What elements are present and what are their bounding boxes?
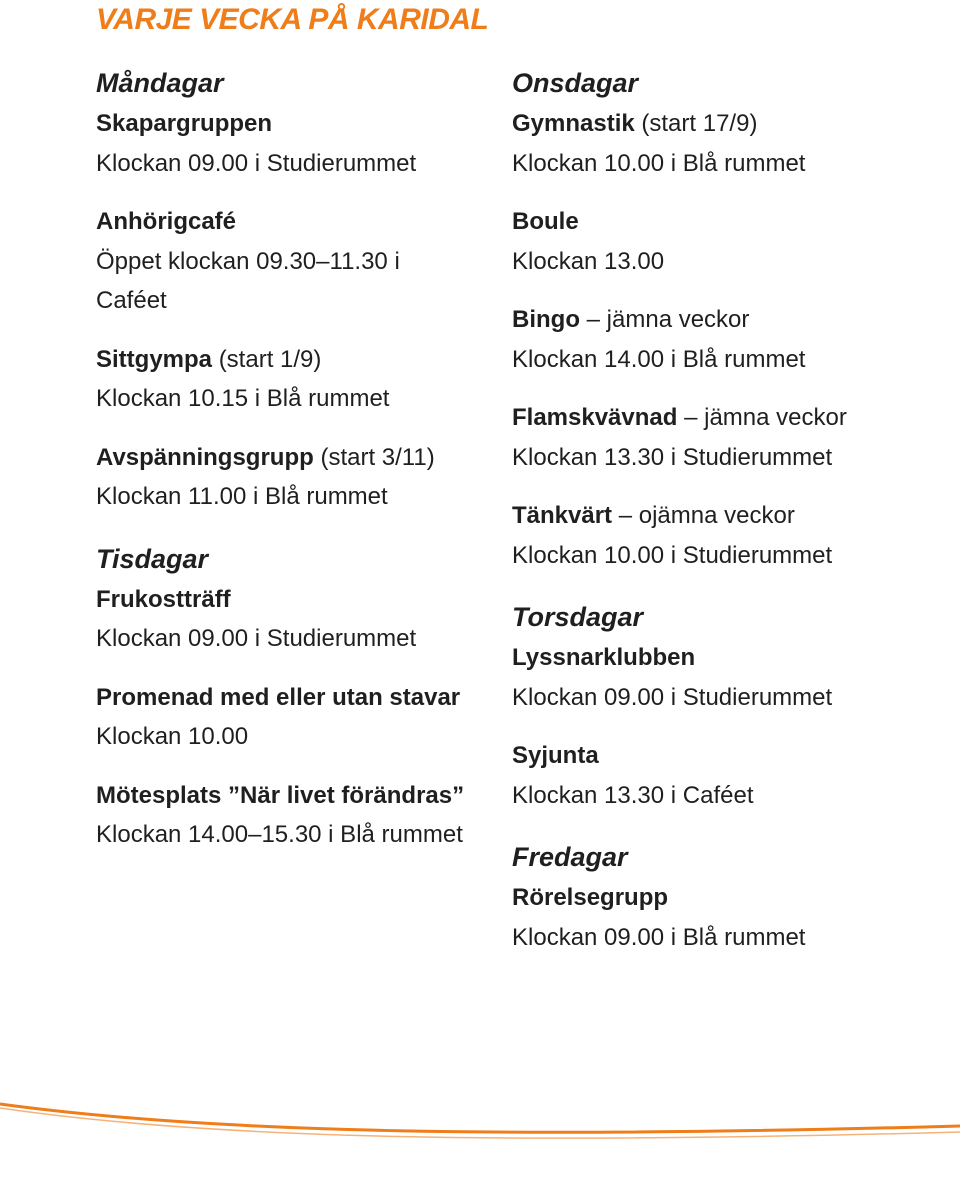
activity-time: Klockan 11.00 i Blå rummet — [96, 483, 388, 510]
day-heading-tuesday: Tisdagar — [96, 543, 209, 574]
activity-time: Klockan 10.00 — [96, 723, 249, 750]
activity-time: Klockan 10.15 i Blå rummet — [96, 385, 390, 412]
activity-skapargruppen — [96, 104, 496, 183]
activity-gymnastik — [512, 104, 952, 183]
activity-name: Bingo — [512, 306, 580, 333]
activity-motesplats — [96, 776, 496, 855]
activity-anhorigcafe — [96, 202, 496, 321]
activity-name: Gymnastik — [512, 110, 635, 137]
day-heading-wednesday: Onsdagar — [512, 68, 639, 98]
right-column — [512, 62, 952, 957]
decorative-swoosh — [0, 1080, 960, 1196]
activity-time: Klockan 14.00–15.30 i Blå rummet — [96, 821, 463, 848]
activity-name: Skapargruppen — [96, 110, 273, 137]
activity-name: Sittgympa — [96, 345, 213, 373]
activity-rorelsegrupp — [512, 878, 952, 957]
activity-name: Mötesplats ”När livet förändras” — [96, 781, 465, 809]
activity-name: Avspänningsgrupp — [96, 443, 314, 471]
activity-name: Syjunta — [512, 742, 599, 769]
activity-time: Klockan 09.00 i Studierummet — [96, 149, 417, 177]
activity-note: (start 17/9) — [641, 110, 758, 137]
activity-note: (start 3/11) — [320, 443, 435, 471]
activity-time-cont: Caféet — [96, 287, 167, 314]
activity-promenad — [96, 678, 496, 757]
activity-name: Lyssnarklubben — [512, 644, 696, 671]
activity-tankvart: Tänkvärt – ojämna veckor Klockan 10.00 i Studierummet — [512, 496, 952, 575]
activity-flamskvavnad: Flamskvävnad – jämna veckor Klockan 13.30 i Studierummet — [512, 398, 952, 477]
activity-time: Klockan 14.00 i Blå rummet — [512, 345, 806, 373]
activity-syjunta — [512, 736, 952, 815]
page-title: VARJE VECKA PÅ KARIDAL — [96, 3, 489, 36]
activity-time: Klockan 10.00 i Blå rummet — [512, 149, 806, 177]
day-heading-thursday: Torsdagar — [512, 602, 644, 632]
left-column — [96, 62, 496, 855]
activity-name: Boule — [512, 208, 579, 235]
activity-frukosttraff — [96, 580, 496, 659]
activity-time: Öppet klockan 09.30–11.30 i — [96, 247, 400, 275]
activity-lyssnarklubben — [512, 638, 952, 717]
activity-boule — [512, 202, 952, 281]
day-heading-friday: Fredagar — [512, 842, 628, 872]
activity-name: Tänkvärt — [512, 502, 613, 529]
activity-sittgympa — [96, 340, 496, 419]
activity-name: Anhörigcafé — [96, 208, 237, 235]
activity-name: Flamskvävnad — [512, 404, 678, 431]
activity-note: jämna veckor — [704, 404, 847, 431]
activity-time: Klockan 13.00 — [512, 247, 665, 275]
activity-time: Klockan 13.30 i Studierummet — [512, 443, 833, 471]
activity-note: (start 1/9) — [218, 345, 322, 373]
activity-name: Rörelsegrupp — [512, 884, 669, 911]
day-heading-monday: Måndagar — [96, 68, 224, 98]
activity-time: Klockan 10.00 i Studierummet — [512, 541, 833, 569]
activity-name: Frukostträff — [96, 585, 231, 613]
activity-bingo: Bingo – jämna veckor Klockan 14.00 i Blå rummet — [512, 300, 952, 379]
activity-note: ojämna veckor — [638, 502, 795, 529]
activity-time: Klockan 09.00 i Blå rummet — [512, 923, 806, 951]
activity-time: Klockan 09.00 i Studierummet — [512, 683, 833, 711]
activity-avspanningsgrupp — [96, 438, 496, 517]
activity-note: jämna veckor — [606, 306, 750, 333]
activity-name: Promenad med eller utan stavar — [96, 683, 461, 711]
activity-time: Klockan 09.00 i Studierummet — [96, 625, 417, 652]
activity-time: Klockan 13.30 i Caféet — [512, 781, 754, 809]
